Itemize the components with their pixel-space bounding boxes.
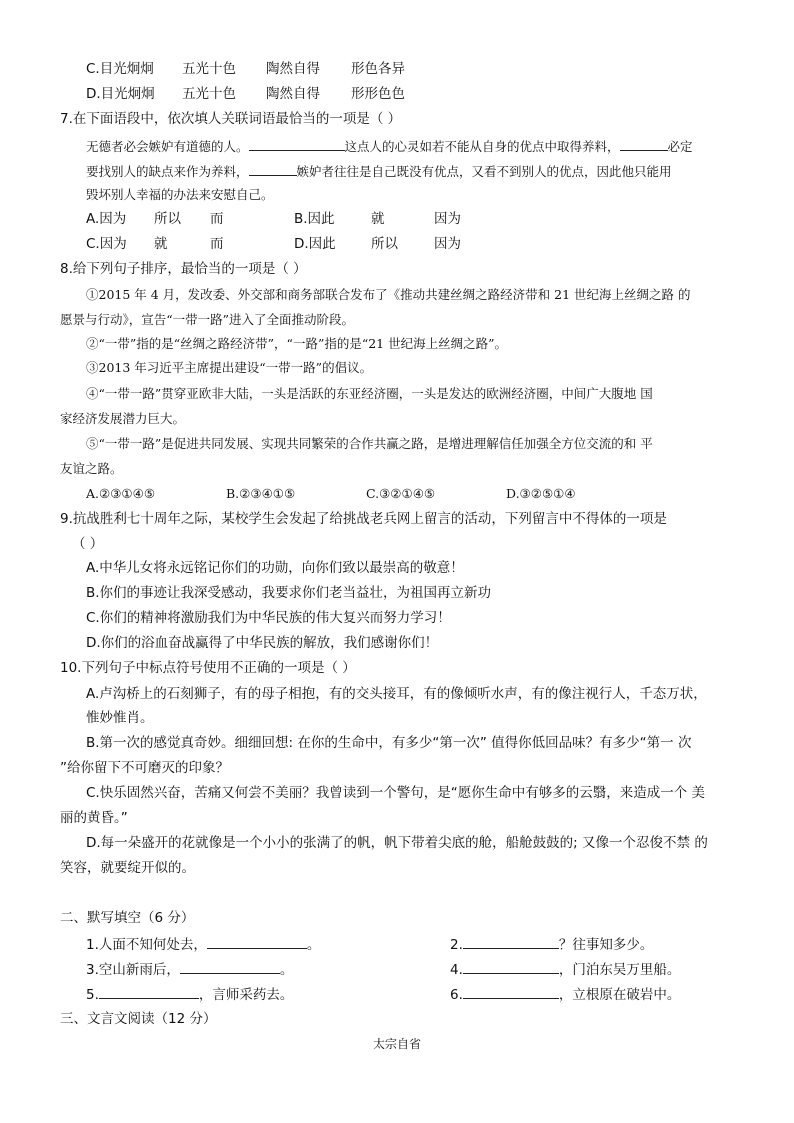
item-number: 3. [86,962,99,978]
q10-line: D.每一朵盛开的花就像是一个小小的张满了的帆，帆下带着尖底的舱，船舱鼓鼓的; 又像一个忍俊不禁 的 [86,835,708,851]
q7-text: 要找别人的缺点来作为养料， [86,164,249,179]
q7-option: 就 [154,236,168,252]
q7-option: B.因此 [294,211,335,227]
q8-line: ②“一带”指的是“丝绸之路经济带”，“一路”指的是“21 世纪海上丝绸之路”。 [86,336,508,351]
q7-text: 必定 [667,139,693,154]
q7-text: 这点人的心灵如若不能从自身的优点中取得养料， [344,139,620,154]
q7-text: 无德者必会嫉妒有道德的人。 [86,139,249,154]
q6-c-item: 形色各异 [351,61,405,77]
q10-line: C.快乐固然兴奋，苦痛又何尝不美丽？我曾读到一个警句，是“愿你生命中有够多的云翳，来造成一个 美 [86,785,706,801]
dictation-item-5 [86,984,293,1004]
section2-heading: 二、默写填空（6 分） [60,910,195,926]
q10-line: 丽的黄昏。” [60,810,128,826]
q9-stem: 9.抗战胜利七十周年之际，某校学生会发起了给挑战老兵网上留言的活动，下列留言中不得体的一项是 [60,511,667,527]
answer-blank[interactable] [180,959,280,974]
answer-blank[interactable] [463,984,559,999]
answer-blank[interactable] [99,984,199,999]
q7-option: D.因此 [294,236,336,252]
q7-option: 就 [371,211,385,227]
q6-d-item: 陶然自得 [266,86,320,102]
passage-title: 太宗自省 [372,1037,421,1051]
q8-line: ①2015 年 4 月，发改委、外交部和商务部联合发布了《推动共建丝绸之路经济带和 21 世纪海上丝绸之路 的 [86,287,691,302]
answer-blank[interactable] [207,934,307,949]
q6-c-item: 陶然自得 [266,61,320,77]
q7-passage-line [86,136,693,156]
q7-blank-3 [249,161,297,176]
q9-option: D.你们的浴血奋战赢得了中华民族的解放，我们感谢你们！ [86,635,439,651]
dictation-item-6 [450,984,680,1004]
item-number: 6. [450,987,463,1003]
q7-passage-line: 毁坏别人幸福的办法来安慰自己。 [86,187,274,202]
q7-text: 嫉妒者往往是自己既没有优点，又看不到别人的优点，因此他只能用 [296,164,672,179]
dictation-item-2 [450,934,653,954]
item-text: ，立根原在破岩中。 [558,987,681,1003]
answer-blank[interactable] [463,934,559,949]
q8-line: ③2013 年习近平主席提出建设“一带一路”的倡议。 [86,360,373,375]
q6-c-item: 五光十色 [182,61,236,77]
q7-stem: 7.在下面语段中，依次填人关联词语最恰当的一项是（ ） [60,111,402,127]
dictation-item-1 [86,934,320,954]
item-text: 。 [306,937,321,953]
item-number: 1. [86,937,99,953]
q9-option: A.中华儿女将永远铭记你们的功勋，向你们致以最崇高的敬意！ [86,560,464,576]
answer-blank[interactable] [463,959,559,974]
q6-d-item: D.目光炯炯 [86,86,155,102]
item-text: 。 [279,962,294,978]
item-text: 空山新雨后， [98,962,180,978]
item-text: 人面不知何处去， [98,937,207,953]
q8-line: ④“一带一路”贯穿亚欧非大陆，一头是活跃的东亚经济圈，一头是发达的欧洲经济圈，中间广大腹地 国 [86,386,653,401]
q7-option: 所以 [154,211,181,227]
q8-line: 友谊之路。 [60,461,123,476]
item-text: ，门泊东吴万里船。 [558,962,681,978]
q7-passage-line [86,161,672,181]
item-number: 2. [450,937,463,953]
dictation-item-4 [450,959,680,979]
q6-c-item: C.目光炯炯 [86,61,154,77]
q7-option: 因为 [434,236,461,252]
q8-stem: 8.给下列句子排序，最恰当的一项是（ ） [60,261,307,277]
q7-option: 所以 [371,236,398,252]
q8-line: 家经济发展潜力巨大。 [60,411,186,426]
q10-line: 笑容，就要绽开似的。 [60,860,195,876]
q7-option: 而 [210,236,224,252]
q8-option: C.③②①④⑤ [366,486,436,501]
q10-line: ”给你留下不可磨灭的印象？ [60,760,229,776]
q6-d-item: 五光十色 [182,86,236,102]
q8-line: 愿景与行动》，宣告“一带一路”进入了全面推动阶段。 [60,312,355,327]
q10-line: B.第一次的感觉真奇妙。细细回想: 在你的生命中，有多少“第一次” 值得你低回品味？有多少“第一 次 [86,735,692,751]
item-text: ？往事知多少。 [558,937,654,953]
dictation-item-3 [86,959,293,979]
section3-heading: 三、文言文阅读（12 分） [60,1011,217,1027]
item-number: 4. [450,962,463,978]
item-number: 5. [86,987,99,1003]
q6-d-item: 形形色色 [351,86,405,102]
q7-option: C.因为 [86,236,127,252]
q8-line: ⑤“一带一路”是促进共同发展、实现共同繁荣的合作共赢之路，是增进理解信任加强全方位交流的和 平 [86,436,653,451]
q9-answer-paren: （ ） [72,536,104,552]
q10-line: A.卢沟桥上的石刻狮子，有的母子相抱，有的交头接耳，有的像倾听水声，有的像注视行人，千态万状， [86,686,707,702]
q10-line: 惟妙惟肖。 [86,710,154,726]
item-text: ，言师采药去。 [198,987,294,1003]
q7-blank-2 [620,136,668,151]
q9-option: B.你们的事迹让我深受感动，我要求你们老当益壮，为祖国再立新功 [86,585,492,601]
q8-option: A.②③①④⑤ [86,486,156,501]
q10-stem: 10.下列句子中标点符号使用不正确的一项是（ ） [60,660,356,676]
q8-option: B.②③④①⑤ [226,486,296,501]
q7-option: 因为 [434,211,461,227]
q9-option: C.你们的精神将激励我们为中华民族的伟大复兴而努力学习！ [86,610,451,626]
q7-blank-1 [249,136,345,151]
q8-option: D.③②⑤①④ [506,486,576,501]
q7-option: 而 [210,211,224,227]
q7-option: A.因为 [86,211,127,227]
